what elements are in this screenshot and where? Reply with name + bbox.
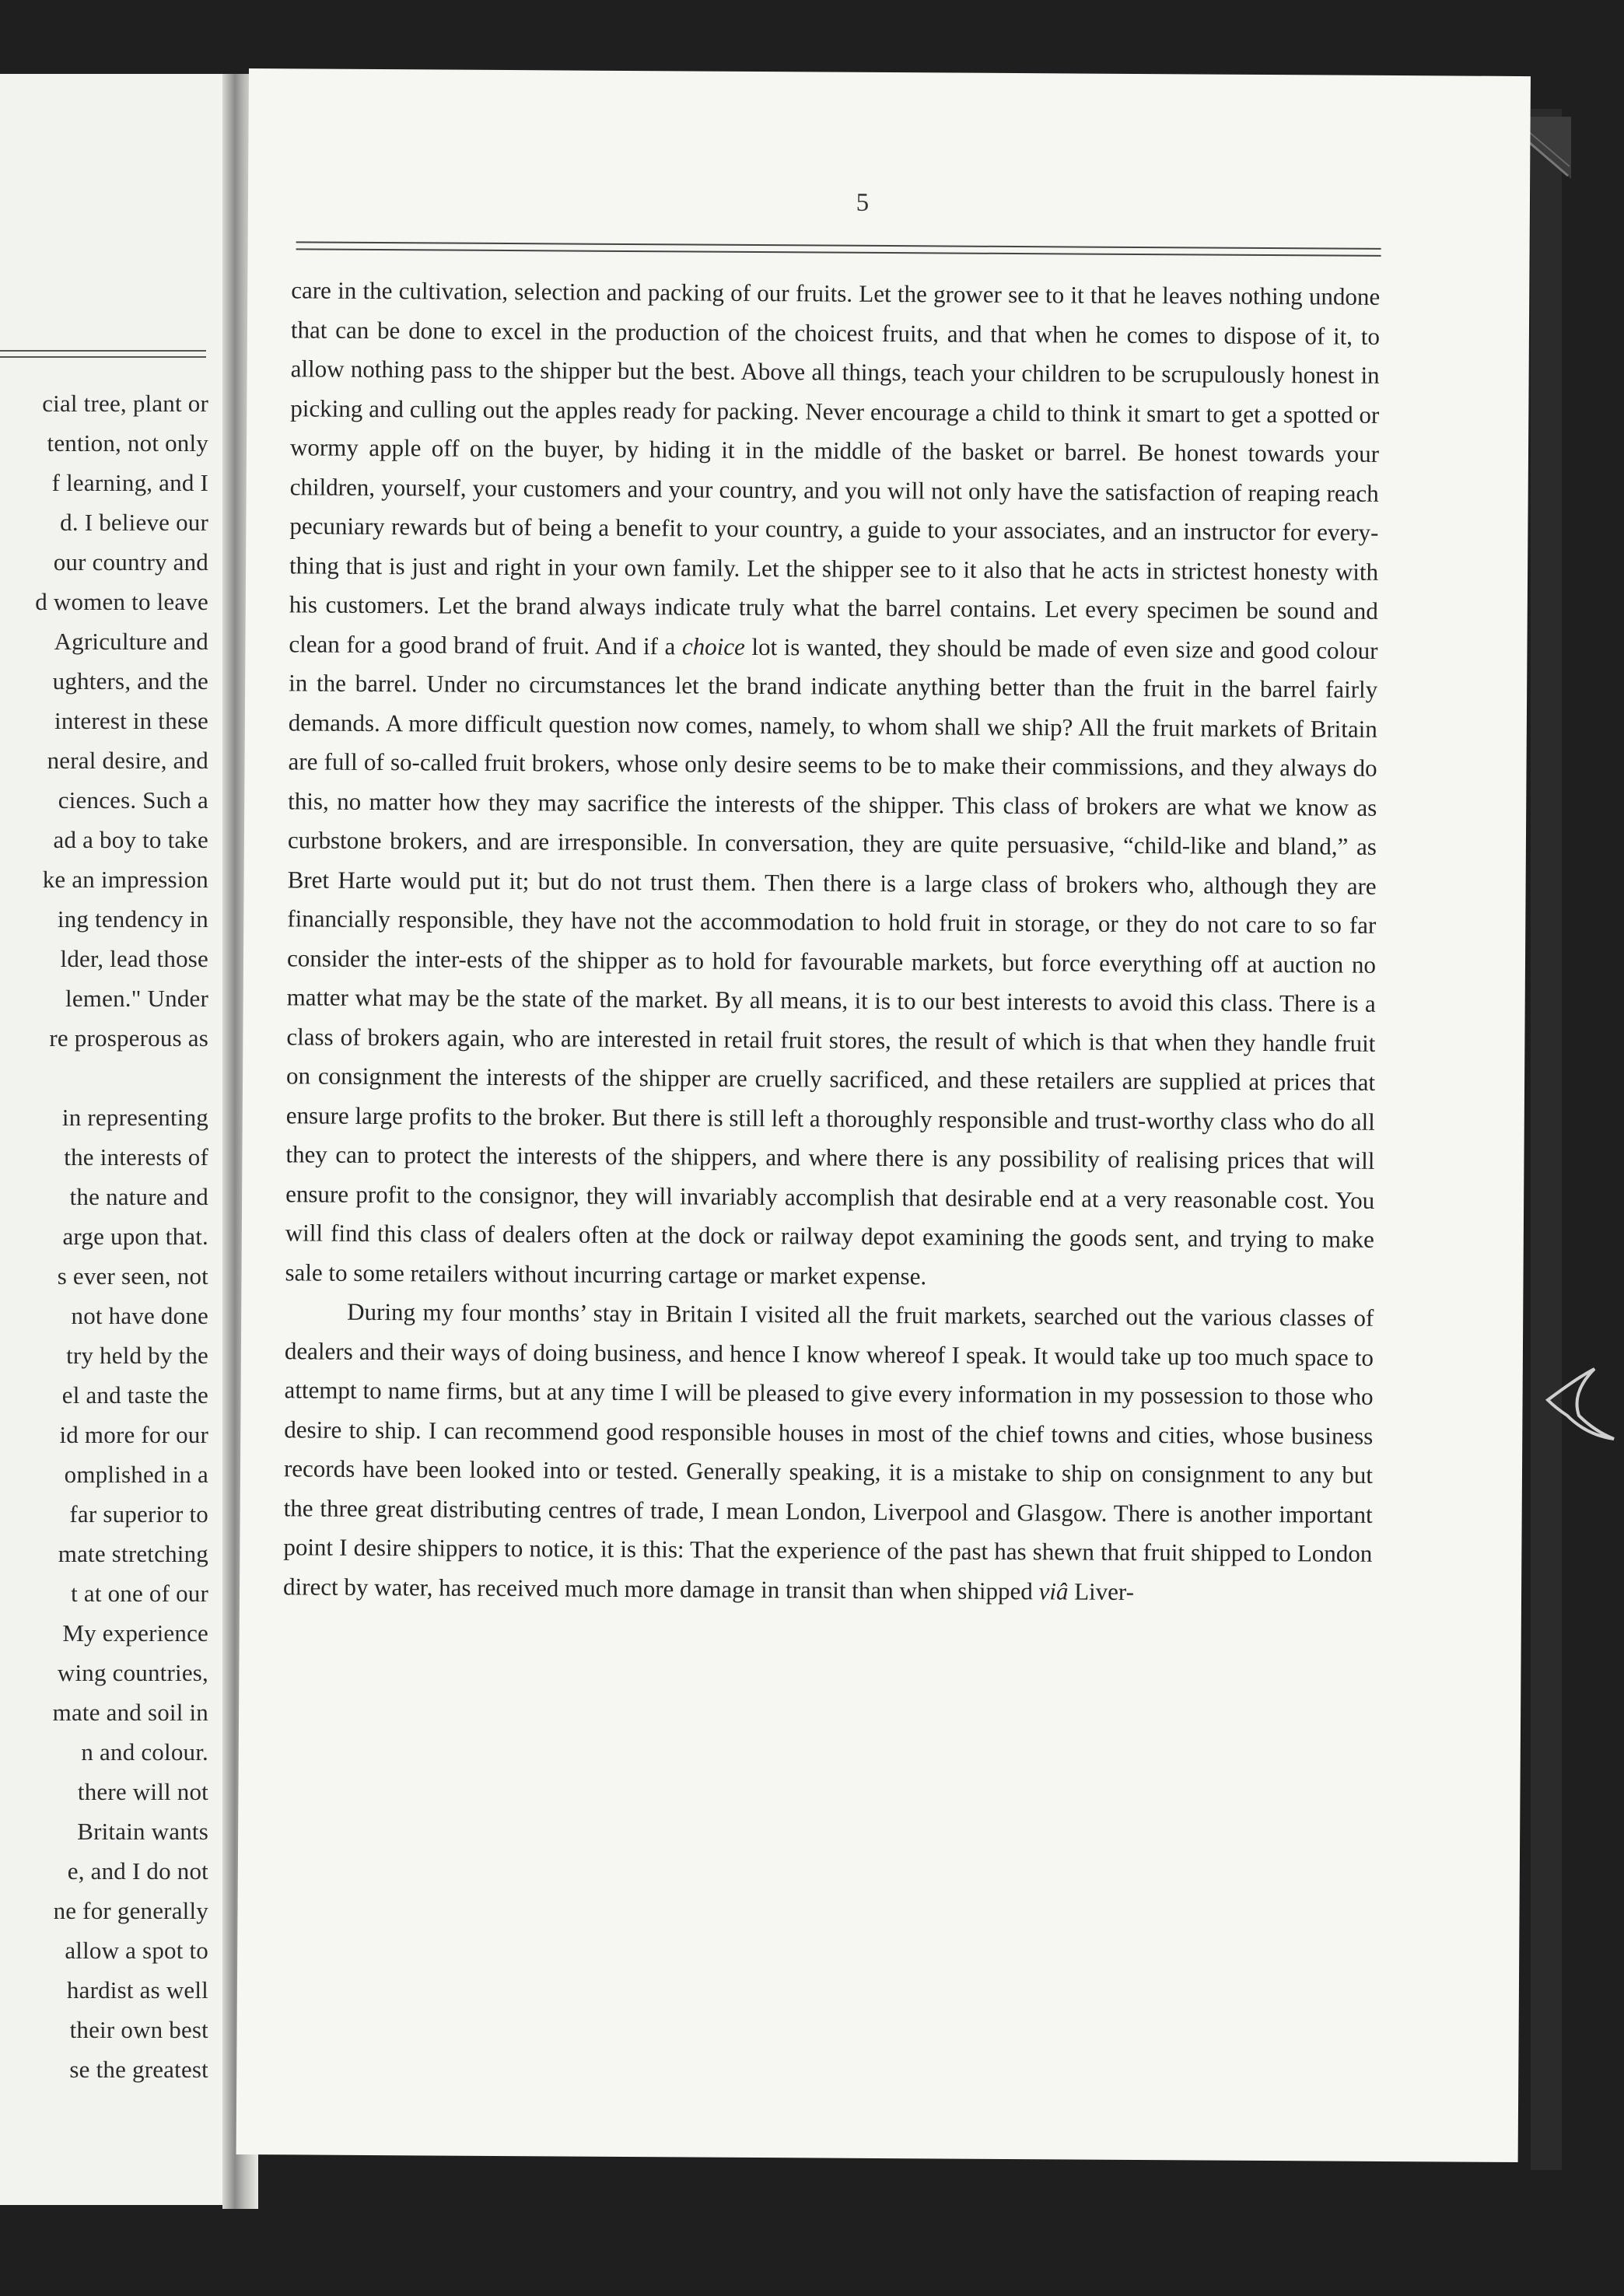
left-page-line: n and colour. (81, 1738, 208, 1766)
left-page-line: their own best (69, 2016, 208, 2043)
left-page-line: Agriculture and (54, 628, 208, 655)
page-header-rule (296, 241, 1381, 262)
left-page-blank-line (35, 1058, 208, 1097)
italic-choice: choice (681, 632, 745, 660)
left-page-line: f learning, and I (51, 469, 208, 496)
paragraph-1 (285, 271, 1380, 1299)
left-page-line: Britain wants (77, 1818, 208, 1845)
left-page-line: d. I believe our (60, 509, 208, 536)
left-page-line: ing tendency in (57, 905, 208, 933)
left-page-line: s ever seen, not (57, 1262, 208, 1290)
left-page-text (35, 383, 208, 2089)
left-page-line: d women to leave (35, 588, 208, 615)
left-page-line: mate stretching (58, 1540, 208, 1567)
left-page-line: lemen." Under (65, 985, 208, 1012)
main-page (236, 68, 1531, 2162)
left-page-line: our country and (53, 548, 208, 576)
left-page-line: hardist as well (66, 1976, 208, 2004)
page-number: 5 (856, 188, 870, 217)
left-page-line: mate and soil in (52, 1699, 208, 1726)
left-page-line: ughters, and the (52, 667, 208, 695)
left-page-line: the interests of (64, 1143, 208, 1171)
paragraph-2 (283, 1292, 1374, 1613)
left-page-line: in representing (61, 1104, 208, 1131)
italic-via: viâ (1038, 1577, 1069, 1605)
paragraph-1-text-a: care in the cultivation, selection and packing of our fruits. Let the grower see to it that he leaves nothing undone that can be done to excel in the production of the choicest fruits, and that when he comes to dispose of it, to allow nothing pass to the shipper but the best. Above all things, teach your children to be scrupulously honest in picking and culling out the apples ready for packing. Never encourage a child to think it smart to get a spotted or wormy apple off on the buyer, by hiding it in the middle of the basket or barrel. Be honest towards your children, yourself, your customers and your country, and you will not only have the satisfaction of reaping reach pecuniary rewards but of being a benefit to your country, a guide to your associates, and an instructor for every-thing that is just and right in your own family. Let the shipper see to it also that he acts in strictest honesty with his customers. Let the brand always indicate truly what the barrel contains. Let every specimen be sound and clean for a good brand of fruit. And if a (289, 276, 1381, 660)
left-page-line: interest in these (54, 707, 208, 734)
left-page-line: My experience (62, 1619, 208, 1647)
left-page-line: tention, not only (47, 429, 208, 457)
left-page-line: lder, lead those (60, 945, 208, 972)
left-page-line: ne for generally (53, 1897, 208, 1924)
left-page-line: arge upon that. (62, 1223, 208, 1250)
left-page-line: t at one of our (71, 1580, 208, 1607)
left-page-line: re prosperous as (49, 1024, 208, 1052)
left-page-line: ciences. Such a (58, 786, 208, 814)
left-page-line: id more for our (59, 1421, 208, 1448)
left-page-line: the nature and (69, 1183, 208, 1210)
left-page-line: ke an impression (42, 866, 208, 893)
paragraph-2-text-a: During my four months’ stay in Britain I visited all the fruit markets, searched out the various classes of dealers and their ways of doing business, and hence I know whereof I speak. It would take up too much space to attempt to name firms, but at any time I will be pleased to give every information in my possession to those who desire to ship. I can recommend good responsible houses in most of the chief towns and cities, whose business records have been looked into or tested. Generally speaking, it is a mistake to ship on consignment to any but the three great distributing centres of trade, I mean London, Liverpool and Glasgow. There is another important point I desire shippers to notice, it is this: That the experience of the past has shewn that fruit shipped to London direct by water, has received much more damage in transit than when shipped (282, 1297, 1374, 1605)
left-page-line: wing countries, (57, 1659, 208, 1686)
left-page-line: there will not (77, 1778, 208, 1805)
left-page-line: not have done (71, 1302, 208, 1329)
left-page-line: far superior to (69, 1500, 208, 1528)
left-page-line: el and taste the (61, 1381, 208, 1409)
paragraph-1-text-b: lot is wanted, they should be made of even size and good colour in the barrel. Under no circumstances let the brand indicate anything better than the fruit in the barrel fairly demands. A more difficult question now comes, namely, to whom shall we ship? All the fruit markets of Britain are full of so-called fruit brokers, whose only desire seems to be to make their commissions, and they always do this, no matter how they may sacrifice the interests of the shipper. This class of brokers are what we know as curbstone brokers, and are irresponsible. In conversation, they are quite persuasive, “child-like and bland,” as Bret Harte would put it; but do not trust them. Then there is a large class of brokers who, although they are financially responsible, they have not the accommodation to hold fruit in storage, or they do not care to so far consider the inter-ests of the shipper as to hold for favourable markets, but force everything off at auction no matter what may be the state of the market. By all means, it is to our best interests to avoid this class. There is a class of brokers again, who are interested in retail fruit stores, the result of which is that when they handle fruit on consignment the interests of the shipper are cruelly sacrificed, and these retailers are supplied at prices that ensure large profits to the broker. But there is still left a thoroughly responsible and trust-worthy class who do all they can to protect the interests of the shippers, and where there is any possibility of realising prices that will ensure profit to the consignor, they will invariably accomplish that desirable end at a very reasonable cost. You will find this class of dealers often at the dock or railway depot examining the goods sent, and trying to make sale to some retailers without incurring cartage or market expense. (285, 632, 1378, 1290)
left-page-line: neral desire, and (47, 747, 208, 774)
left-page-line: cial tree, plant or (42, 390, 208, 417)
left-page-line: try held by the (66, 1342, 208, 1369)
left-page-line: ad a boy to take (53, 826, 208, 853)
body-text (283, 271, 1380, 1613)
left-page-header-rule (0, 350, 206, 361)
left-page-line: e, and I do not (67, 1857, 208, 1885)
left-page-line: allow a spot to (65, 1937, 208, 1964)
previous-page-fragment (0, 74, 243, 2205)
left-page-line: omplished in a (64, 1461, 208, 1488)
paragraph-2-text-b: Liver- (1074, 1577, 1135, 1605)
left-page-line: se the greatest (69, 2056, 208, 2083)
